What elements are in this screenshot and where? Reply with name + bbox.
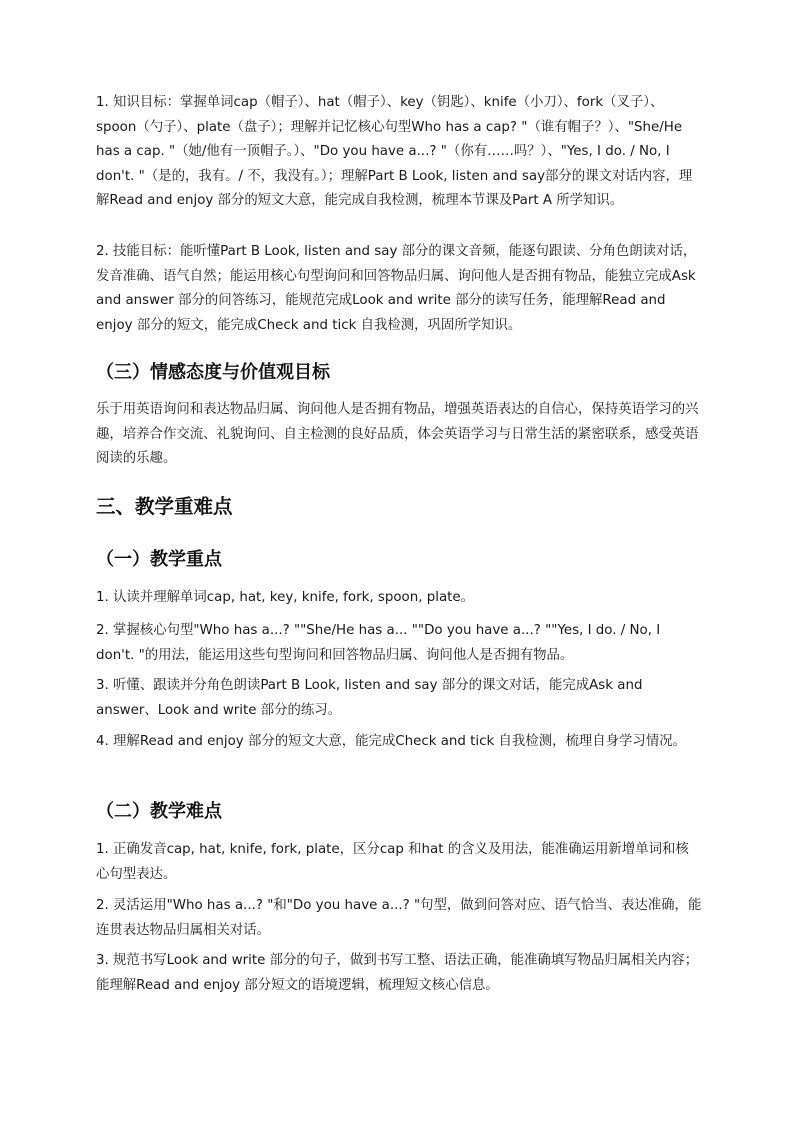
skill-goal-paragraph: 2. 技能目标：能听懂Part B Look, listen and say 部分的课文音频，能逐句跟读、分角色朗读对话，发音准确、语气自然；能运用核心句型询问和回答物品归属、询问他人是否拥有物品，能独立完成Ask and answer 部分的问答练习，能规范完成Look and write 部分的读写任务，能理解Read and enjoy 部分的短文，能完成Check and tick 自我检测，巩固所学知识。 bbox=[96, 244, 697, 333]
key-point-2: 2. 掌握核心句型"Who has a...? ""She/He has a... ""Do you have a...? ""Yes, I do. / No, I don't. "的用法，能运用这些句型询问和回答物品归属、询问他人是否拥有物品。 bbox=[96, 623, 661, 663]
difficult-point-2: 2. 灵活运用"Who has a...? "和"Do you have a...? "句型，做到问答对应、语气恰当、表达准确，能连贯表达物品归属相关对话。 bbox=[96, 898, 702, 938]
key-point-3: 3. 听懂、跟读并分角色朗读Part B Look, listen and say 部分的课文对话，能完成Ask and answer、Look and write 部分的练习。 bbox=[96, 678, 643, 718]
emotion-goal-paragraph: 乐于用英语询问和表达物品归属、询问他人是否拥有物品，增强英语表达的自信心，保持英语学习的兴趣，培养合作交流、礼貌询问、自主检测的良好品质，体会英语学习与日常生活的紧密联系，感受英语阅读的乐趣。 bbox=[96, 402, 699, 467]
difficult-points-heading: （二）教学难点 bbox=[96, 801, 222, 822]
emotion-goal-heading: （三）情感态度与价值观目标 bbox=[96, 362, 330, 383]
section-3-heading: 三、教学重难点 bbox=[96, 495, 233, 518]
key-point-1: 1. 认读并理解单词cap, hat, key, knife, fork, spoon, plate。 bbox=[96, 590, 475, 605]
difficult-point-1: 1. 正确发音cap, hat, knife, fork, plate，区分cap 和hat 的含义及用法，能准确运用新增单词和核心句型表达。 bbox=[96, 842, 689, 882]
difficult-point-3: 3. 规范书写Look and write 部分的句子，做到书写工整、语法正确，能准确填写物品归属相关内容；能理解Read and enjoy 部分短文的语境逻辑，梳理短文核心信息。 bbox=[96, 953, 699, 993]
key-point-4: 4. 理解Read and enjoy 部分的短文大意，能完成Check and tick 自我检测，梳理自身学习情况。 bbox=[96, 734, 686, 749]
knowledge-goal-paragraph: 1. 知识目标：掌握单词cap（帽子）、hat（帽子）、key（钥匙）、knife（小刀）、fork（叉子）、spoon（勺子）、plate（盘子）；理解并记忆核心句型Who has a cap? "（谁有帽子？）、"She/He has a cap. "（她/他有一顶帽子。）、"Do you have a...? "（你有……吗？）、"Yes, I do. / No, I don't. "（是的，我有。/ 不，我没有。）；理解Part B Look, listen and say部分的课文对话内容，理解Read and enjoy 部分的短文大意，能完成自我检测，梳理本节课及Part A 所学知识。 bbox=[96, 95, 693, 209]
key-points-heading: （一）教学重点 bbox=[96, 549, 222, 570]
